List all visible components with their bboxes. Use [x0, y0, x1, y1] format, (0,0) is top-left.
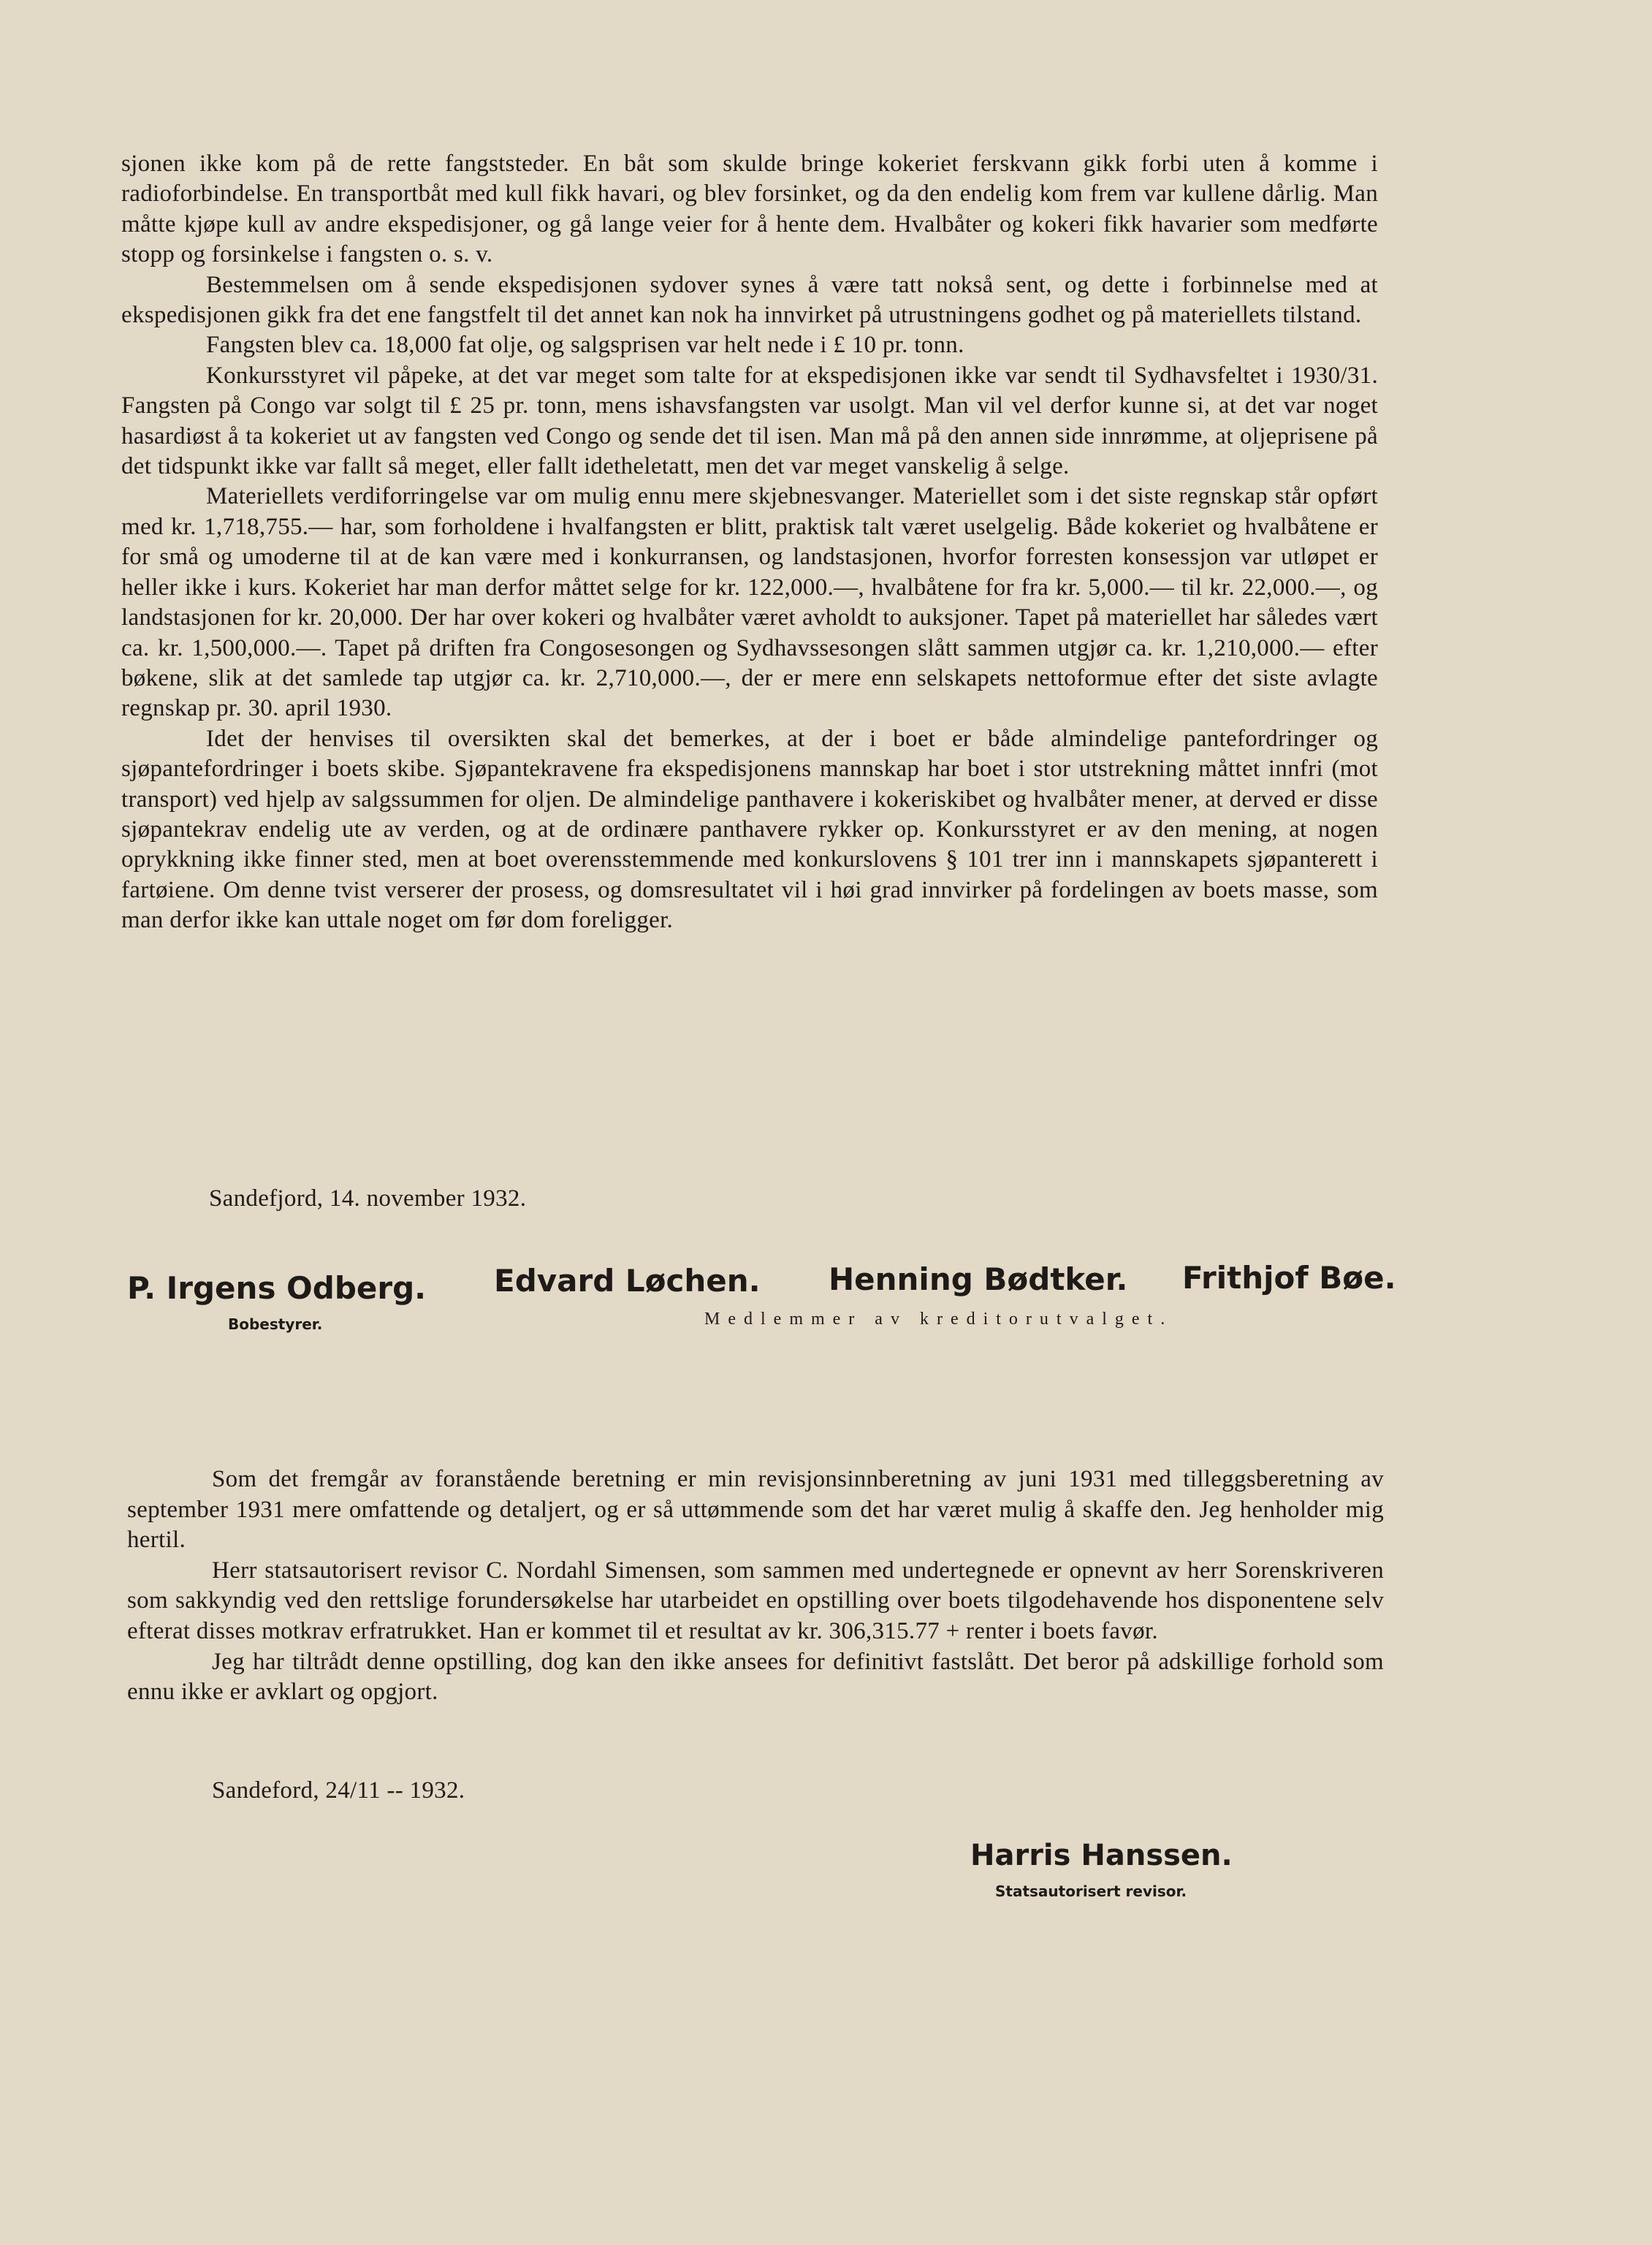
paragraph: Som det fremgår av foranstående beretning er min revisjonsinnberetning av juni 1931 med tilleggsberetning av september 1931 mere omfattende og detaljert, og er så uttømmende som det har været mulig å skaffe den. Jeg henholder mig hertil. [127, 1466, 1384, 1554]
committee-caption: Medlemmer av kreditorutvalget. [704, 1310, 1173, 1329]
dateline: Sandefjord, 14. november 1932. [209, 1185, 527, 1212]
main-body [121, 149, 1378, 936]
paragraph: Materiellets verdiforringelse var om mulig ennu mere skjebnesvanger. Materiellet som i det siste regnskap står opført med kr. 1,718,755.— har, som forholdene i hvalfangsten er blitt, praktisk talt været uselgelig. Både kokeriet og hvalbåtene er for små og umoderne til at de kan være med i konkurransen, og landstasjonen, hvorfor forresten konsessjon var utløpet er heller ikke i kurs. Kokeriet har man derfor måttet selge for kr. 122,000.—, hvalbåtene for fra kr. 5,000.— til kr. 22,000.—, og landstasjonen for kr. 20,000. Der har over kokeri og hvalbåter været avholdt to auksjoner. Tapet på materiellet har således vært ca. kr. 1,500,000.—. Tapet på driften fra Congosesongen og Sydhavssesongen slått sammen utgjør ca. kr. 1,210,000.— efter bøkene, slik at det samlede tap utgjør ca. kr. 2,710,000.—, der er mere enn selskapets nettoformue efter det siste avlagte regnskap pr. 30. april 1930. [121, 483, 1378, 722]
signature-boe: Frithjof Bøe. [1182, 1260, 1396, 1296]
paragraph: Bestemmelsen om å sende ekspedisjonen sydover synes å være tatt nokså sent, og dette i forbinnelse med at ekspedisjonen gikk fra det ene fangstfelt til det annet kan nok ha innvirket på utrustningens godhet og på materiellets tilstand. [121, 271, 1378, 329]
paragraph: Fangsten blev ca. 18,000 fat olje, og salgsprisen var helt nede i £ 10 pr. tonn. [206, 332, 964, 359]
revisor-title: Statsautorisert revisor. [995, 1883, 1187, 1900]
paragraph: Idet der henvises til oversikten skal det bemerkes, at der i boet er både almindelige pantefordringer og sjøpantefordringer i boets skibe. Sjøpantekravene fra ekspedisjonens mannskap har boet i stor utstrekning måttet innfri (mot transport) ved hjelp av salgssummen for oljen. De almindelige panthavere i kokeriskibet og hvalbåter mener, at derved er disse sjøpantekrav endelig ute av verden, og at de ordinære panthavere rykker op. Konkursstyret er av den mening, at nogen oprykkning ikke finner sted, men at boet overensstemmende med konkurslovens § 101 trer inn i mannskapets sjøpanterett i fartøiene. Om denne tvist verserer der prosess, og domsresultatet vil i høi grad innvirker på fordelingen av boets masse, som man derfor ikke kan uttale noget om før dom foreligger. [121, 725, 1378, 934]
paragraph: Herr statsautorisert revisor C. Nordahl Simensen, som sammen med undertegnede er opnevnt av herr Sorenskriveren som sakkyndig ved den rettslige forundersøkelse har utarbeidet en opstilling over boets tilgodehavende hos disponentene selv efterat disses motkrav erfratrukket. Han er kommet til et resultat av kr. 306,315.77 + renter i boets favør. [127, 1557, 1384, 1644]
paragraph: Jeg har tiltrådt denne opstilling, dog kan den ikke ansees for definitivt fastslått. Det beror på adskillige forhold som ennu ikke er avklart og opgjort. [127, 1648, 1384, 1706]
revisor-dateline: Sandeford, 24/11 -- 1932. [212, 1777, 465, 1804]
paragraph: sjonen ikke kom på de rette fangststeder. En båt som skulde bringe kokeriet ferskvann gikk forbi uten å komme i radioforbindelse. En transportbåt med kull fikk havari, og blev forsinket, og da den endelig kom frem var kullene dårlig. Man måtte kjøpe kull av andre ekspedisjoner, og gå lange veier for å hente dem. Hvalbåter og kokeri fikk havarier som medførte stopp og forsinkelse i fangsten o. s. v. [121, 151, 1378, 268]
signature-hanssen: Harris Hanssen. [970, 1839, 1233, 1872]
signature-role: Bobestyrer. [228, 1315, 323, 1333]
signature-bodtker: Henning Bødtker. [829, 1261, 1128, 1297]
paragraph: Konkursstyret vil påpeke, at det var meget som talte for at ekspedisjonen ikke var sendt til Sydhavsfeltet i 1930/31. Fangsten på Congo var solgt til £ 25 pr. tonn, mens ishavsfangsten var usolgt. Man vil vel derfor kunne si, at det var noget hasardiøst å ta kokeriet ut av fangsten ved Congo og sende det til isen. Man må på den annen side innrømme, at oljeprisene på det tidspunkt ikke var fallt så meget, eller fallt idetheletatt, men det var meget vanskelig å selge. [121, 362, 1378, 480]
signature-lochen: Edvard Løchen. [494, 1263, 761, 1299]
signature-odberg: P. Irgens Odberg. [127, 1270, 427, 1306]
revisor-body [127, 1465, 1384, 1708]
